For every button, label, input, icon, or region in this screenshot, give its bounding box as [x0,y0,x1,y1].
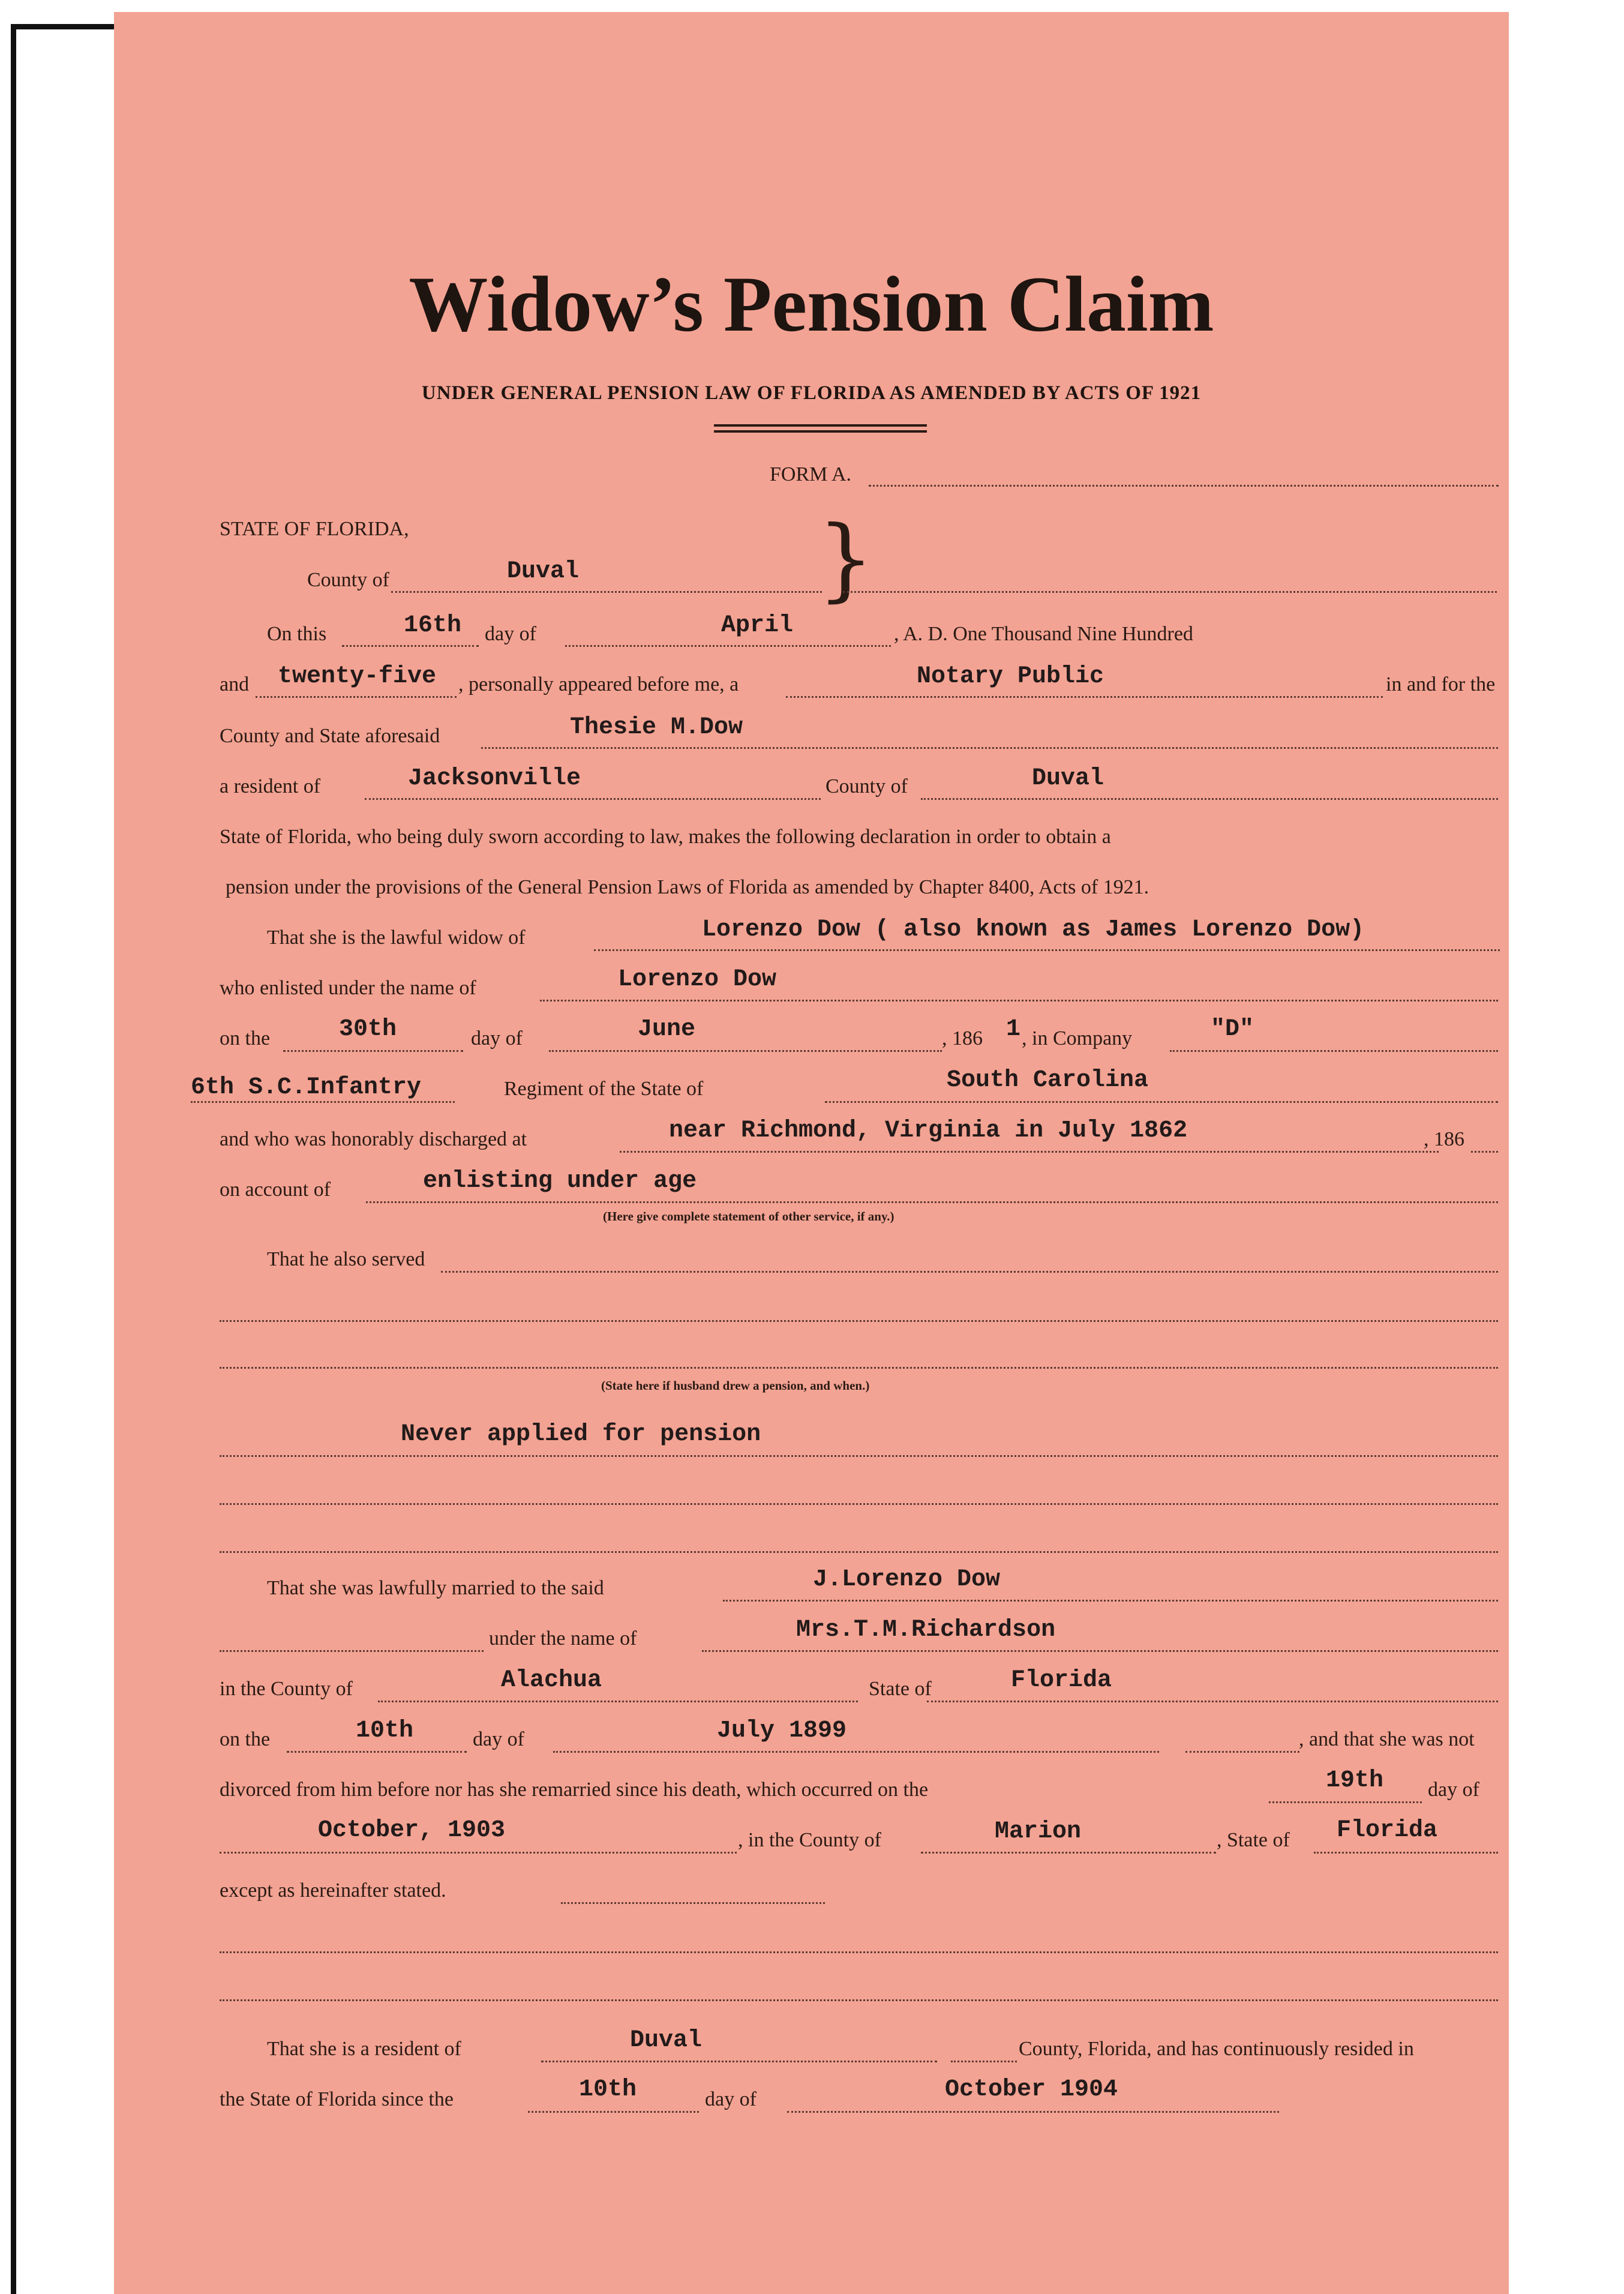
husband-blank [594,949,1500,951]
discharged-label: and who was honorably discharged at [220,1128,527,1150]
day-of3-label: day of [473,1728,524,1750]
title-rule-top [714,424,927,427]
maiden-name-blank [702,1650,1498,1652]
husband-entry: Lorenzo Dow ( also known as James Lorenzo Dow) [702,916,1365,943]
personally-label: , personally appeared before me, a [458,673,739,695]
since-label: the State of Florida since the [220,2088,454,2110]
marriage-state-entry: Florida [1011,1667,1112,1694]
scan-border-top [11,24,122,29]
exception-blank-2 [220,1999,1498,2001]
county-of-label: County of [307,569,389,591]
since-day-entry: 10th [579,2076,637,2103]
form-blank-line [869,485,1499,487]
since-date-entry: October 1904 [945,2076,1118,2103]
other-service-note: (Here give complete statement of other service, if any.) [603,1209,894,1224]
account-label: on account of [220,1179,331,1201]
under-name-label: under the name of [489,1627,637,1650]
married-to-entry: J.Lorenzo Dow [813,1566,1001,1593]
form-label: FORM A. [770,463,852,485]
ad-label: , A. D. One Thousand Nine Hundred [894,623,1193,645]
scan-border-left [11,24,16,2294]
marriage-day-entry: 10th [356,1717,414,1744]
year-blank [256,696,457,698]
death-day-blank [1269,1801,1422,1803]
death-state-entry: Florida [1337,1817,1438,1844]
day-blank [342,645,479,647]
in-county-label: in the County of [220,1678,353,1700]
pension-note: (State here if husband drew a pension, and when.) [601,1378,870,1393]
enlist-month-blank [549,1050,942,1052]
resident-county2-blank [541,2061,937,2062]
not-divorced-label: , and that she was not [1299,1728,1475,1750]
discharged-at-entry: near Richmond, Virginia in July 1862 [669,1117,1188,1144]
death-day-entry: 19th [1326,1767,1384,1794]
company-blank [1170,1050,1498,1052]
death-date-entry: October, 1903 [318,1817,506,1844]
death-date-blank [220,1852,737,1854]
continuously-label: County, Florida, and has continuously resided in [1019,2038,1414,2060]
month-blank [565,645,891,647]
form-title: Widow’s Pension Claim [409,260,1214,348]
enlisted-name-entry: Lorenzo Dow [618,966,777,993]
married-to-blank [723,1600,1498,1602]
death-county-blank [921,1852,1216,1854]
on-the-label: on the [220,1027,271,1049]
discharged-year-blank [1471,1151,1498,1153]
county-state-label: County and State aforesaid [220,725,440,747]
county-blank [391,591,822,593]
regiment-blank [191,1101,455,1103]
declaration-line-1: State of Florida, who being duly sworn according to law, makes the following declaration in order to obtain a [220,826,1111,848]
marriage-county-blank [378,1701,858,1702]
day-of4-label: day of [1428,1779,1479,1801]
maiden-name-entry: Mrs.T.M.Richardson [796,1617,1056,1644]
resident-county2-entry: Duval [630,2027,703,2054]
widow-label: That she is the lawful widow of [267,926,526,949]
discharged-year-label: , 186 [1424,1128,1464,1150]
regiment-state-blank [825,1101,1498,1103]
resident-county2-gap [951,2061,1017,2062]
day-entry: 16th [404,612,462,639]
form-subtitle: UNDER GENERAL PENSION LAW OF FLORIDA AS AMENDED BY ACTS OF 1921 [421,382,1202,404]
venue-blank [843,591,1497,593]
resident2-label: That she is a resident of [267,2038,461,2060]
account-blank [366,1201,1498,1203]
marriage-county-entry: Alachua [501,1667,602,1694]
city-blank [365,798,821,800]
marriage-date-entry: July 1899 [717,1717,847,1744]
married-label: That she was lawfully married to the said [267,1577,604,1599]
year-words-entry: twenty-five [278,663,437,690]
state-of-label: State of [869,1678,932,1700]
except-blank [561,1902,825,1904]
resident-city-entry: Jacksonville [408,765,581,792]
also-served-blank-3 [220,1367,1498,1369]
also-served-blank-2 [220,1320,1498,1322]
resident-county-blank [921,798,1498,800]
state-label: STATE OF FLORIDA, [220,518,409,540]
and-label: and [220,673,250,695]
enlist-day-entry: 30th [339,1016,397,1043]
discharge-reason-entry: enlisting under age [423,1168,697,1195]
regiment-label: Regiment of the State of [504,1078,704,1100]
officer-blank [786,696,1383,698]
since-day-blank [528,2111,699,2113]
title-rule-bottom [714,430,927,433]
also-served-blank-1 [441,1271,1498,1273]
claimant-blank [481,747,1498,749]
divorced-line: divorced from him before nor has she remarried since his death, which occurred on the [220,1779,929,1801]
declaration-line-2: pension under the provisions of the General Pension Laws of Florida as amended by Chapter 8400, Acts of 1921. [226,876,1149,898]
in-county2-label: , in the County of [738,1829,881,1851]
under-name-lead-blank [220,1650,484,1652]
company-label: , in Company [1022,1027,1133,1049]
enlist-year-entry: 1 [1006,1016,1021,1043]
venue-brace: } [817,507,875,611]
enlisted-name-blank [540,1000,1498,1001]
pension-statement-entry: Never applied for pension [401,1421,761,1448]
pension-blank-1 [220,1455,1498,1457]
company-entry: "D" [1211,1016,1254,1043]
month-entry: April [721,612,794,639]
also-served-label: That he also served [267,1248,425,1270]
pension-form-sheet [114,12,1509,2294]
discharged-at-blank [620,1151,1439,1153]
resident-label: a resident of [220,775,321,797]
day-of-label: day of [485,623,536,645]
enlist-day-blank [283,1050,463,1052]
marriage-date-blank [553,1751,1159,1753]
on-the2-label: on the [220,1728,271,1750]
county-of2-label: County of [825,775,908,797]
regiment-state-entry: South Carolina [947,1067,1149,1094]
claimant-entry: Thesie M.Dow [570,714,743,741]
state-of2-label: , State of [1217,1829,1290,1851]
except-label: except as hereinafter stated. [220,1879,446,1902]
resident-county-entry: Duval [1032,765,1104,792]
on-this-label: On this [267,623,327,645]
pension-blank-3 [220,1551,1498,1553]
marriage-day-blank [287,1751,467,1753]
exception-blank-1 [220,1951,1498,1953]
death-county-entry: Marion [995,1818,1082,1845]
death-state-blank [1314,1852,1498,1854]
year-186-label: , 186 [942,1027,983,1049]
pension-blank-2 [220,1503,1498,1505]
county-entry: Duval [507,558,580,585]
marriage-state-blank [927,1701,1498,1702]
day-of5-label: day of [705,2088,757,2110]
since-date-blank [787,2111,1279,2113]
enlist-month-entry: June [638,1016,696,1043]
in-and-for-label: in and for the [1386,673,1496,695]
day-of2-label: day of [471,1027,523,1049]
enlisted-label: who enlisted under the name of [220,977,476,999]
officer-entry: Notary Public [917,663,1104,690]
regiment-entry: 6th S.C.Infantry [191,1074,422,1101]
marriage-extra-blank [1185,1751,1299,1753]
